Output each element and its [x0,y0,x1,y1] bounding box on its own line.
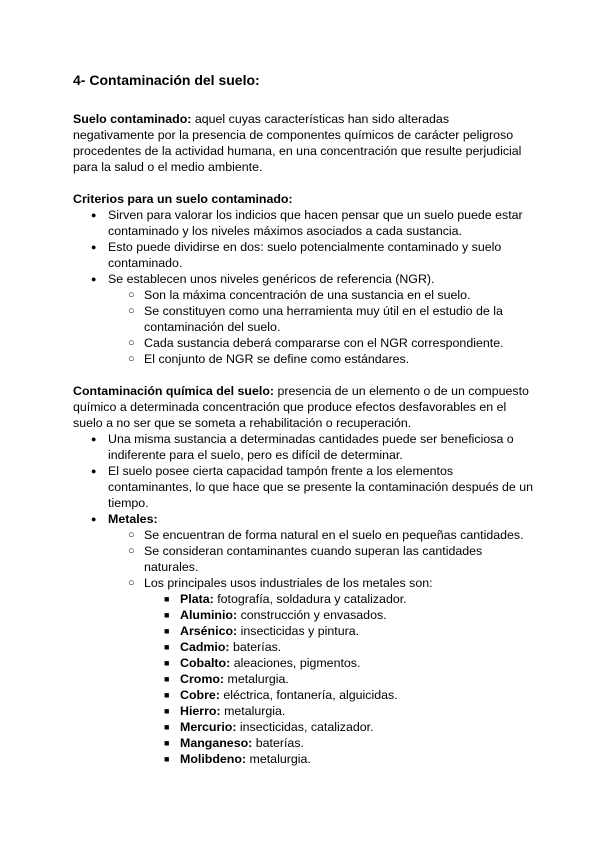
section-title: 4- Contaminación del suelo: [73,72,260,88]
list-item: ○ El conjunto de NGR se define como estándares. [144,351,533,367]
list-item: ■ Aluminio: construcción y envasados. [180,607,533,623]
list-item: ○ Se constituyen como una herramienta muy útil en el estudio de la contaminación del suelo. [144,303,533,335]
list-item: ■ Mercurio: insecticidas, catalizador. [180,719,533,735]
list-item: ● Esto puede dividirse en dos: suelo potencialmente contaminado y suelo contaminado. [108,239,533,271]
list-item: ○ Se encuentran de forma natural en el suelo en pequeñas cantidades. [144,527,533,543]
metales-label: Metales: [108,512,158,526]
definition-suelo-contaminado [73,111,533,175]
list-item [108,511,533,767]
criterios-list [108,207,533,367]
metales-list [144,527,533,767]
list-item: ■ Cadmio: baterías. [180,639,533,655]
list-item: ● Una misma sustancia a determinadas cantidades puede ser beneficiosa o indiferente para el suelo, pero es difícil de determinar. [108,431,533,463]
definition-text: presencia de un elemento o de un compuesto químico a determinada concentración que produce efectos desfavorables en el suelo a no ser que se someta a rehabilitación o recuperación. [73,384,529,430]
definition-contaminacion-quimica [73,383,533,431]
list-item: ● Se establecen unos niveles genéricos de referencia (NGR). ○ Son la máxima concentración de una sustancia en el suelo. ○ Se constituyen como una herramienta muy útil en el estudio de la contaminación del suelo. ○ Cada sustancia deberá compararse con el NGR correspondiente. ○ El conjunto de NGR se define como estándares. [108,271,533,367]
list-item: ■ Arsénico: insecticidas y pintura. [180,623,533,639]
list-item: ● El suelo posee cierta capacidad tampón frente a los elementos contaminantes, lo que hace que se presente la contaminación después de un tiempo. [108,463,533,511]
usos-list [180,591,533,767]
list-item: ■ Molibdeno: metalurgia. [180,751,533,767]
list-item: ■ Manganeso: baterías. [180,735,533,751]
list-item: ■ Cobalto: aleaciones, pigmentos. [180,655,533,671]
definition-text: aquel cuyas características han sido alteradas negativamente por la presencia de componentes químicos de carácter peligroso procedentes de la actividad humana, en una concentración que resulte perjudicial para la salud o el medio ambiente. [73,112,522,174]
list-item: ○ Se consideran contaminantes cuando superan las cantidades naturales. [144,543,533,575]
list-item: ○ Son la máxima concentración de una sustancia en el suelo. [144,287,533,303]
document-content [73,71,533,767]
definition-term: Contaminación química del suelo: [73,384,275,398]
list-item: ■ Hierro: metalurgia. [180,703,533,719]
definition-term: Suelo contaminado: [73,112,192,126]
list-item: ■ Plata: fotografía, soldadura y catalizador. [180,591,533,607]
list-item: ■ Cromo: metalurgia. [180,671,533,687]
criterios-heading: Criterios para un suelo contaminado: [73,192,293,206]
list-item: ● Sirven para valorar los indicios que hacen pensar que un suelo puede estar contaminado y los niveles máximos asociados a cada sustancia. [108,207,533,239]
quimica-list [108,431,533,767]
list-item: ○ Cada sustancia deberá compararse con el NGR correspondiente. [144,335,533,351]
list-item: ■ Cobre: eléctrica, fontanería, alguicidas. [180,687,533,703]
list-item: ○ Los principales usos industriales de los metales son: ■ Plata: fotografía, soldadura y catalizador. ■ Aluminio: construcción y envasados. ■ Arsénico: insecticidas y pintura. ■ Cadmio: baterías. ■ Cobalto: aleaciones, pigmentos. ■ Cromo: metalurgia. ■ Cobre: eléctrica, fontanería, alguicidas. ■ Hierro: metalurgia. ■ Mercurio: insecticidas, catalizador. ■ Manganeso: baterías. ■ Molibdeno: metalurgia. [144,575,533,767]
ngr-list [144,287,533,367]
